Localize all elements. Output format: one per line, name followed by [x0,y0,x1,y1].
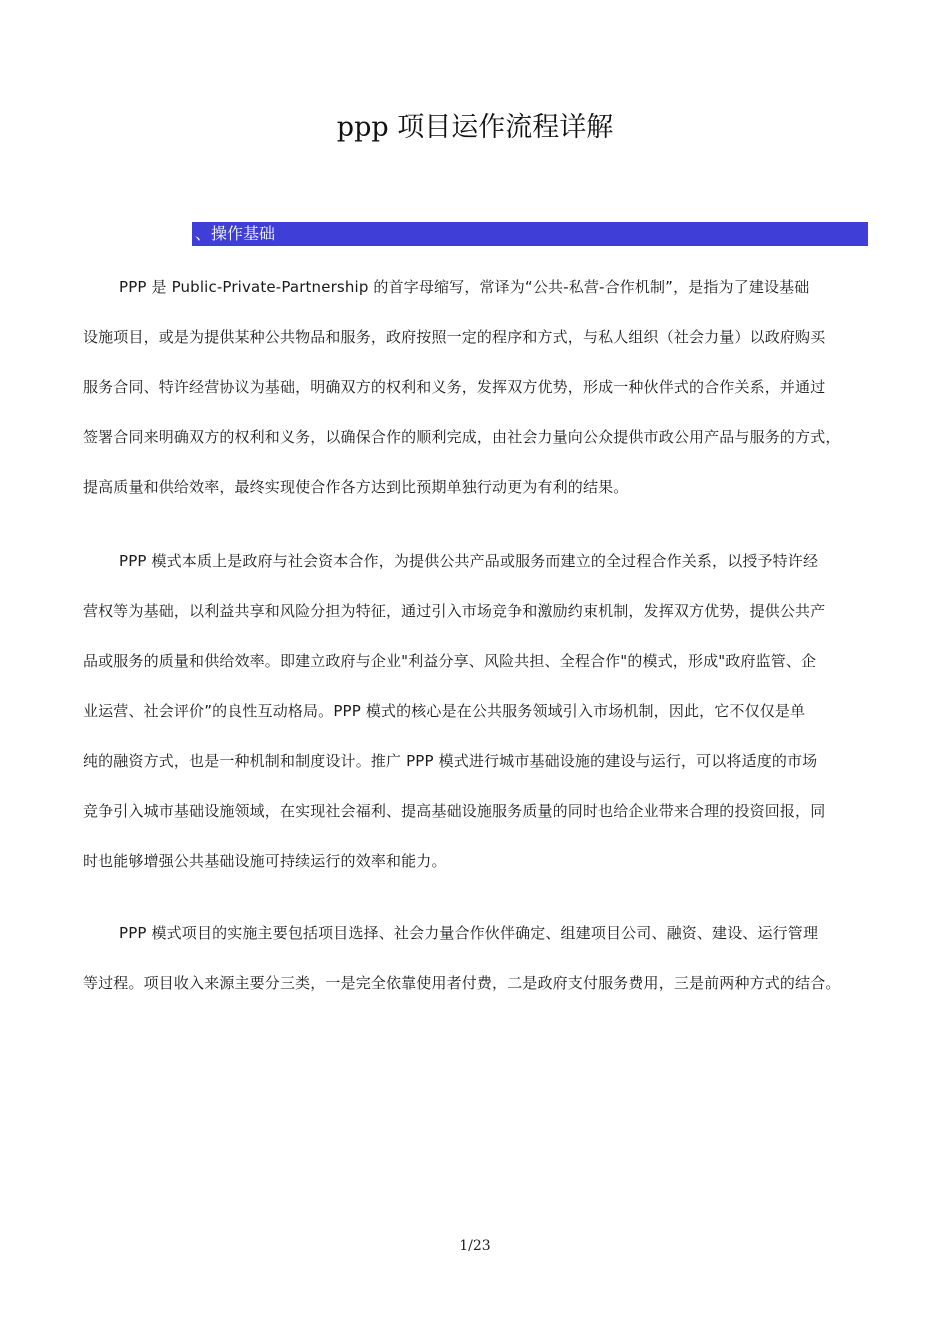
text-line: 签署合同来明确双方的权利和义务，以确保合作的顺利完成，由社会力量向公众提供市政公用产品与服务的方式， [83,428,841,446]
text-line: 纯的融资方式，也是一种机制和制度设计。推广 PPP 模式进行城市基础设施的建设与运行，可以将适度的市场 [83,752,818,770]
page-title: ppp 项目运作流程详解 [336,112,614,143]
text-line: 竞争引入城市基础设施领域，在实现社会福利、提高基础设施服务质量的同时也给企业带来合理的投资回报，同 [83,802,826,820]
text-line: 时也能够增强公共基础设施可持续运行的效率和能力。 [83,852,447,870]
text-line: 提高质量和供给效率，最终实现使合作各方达到比预期单独行动更为有利的结果。 [83,478,629,496]
text-line: PPP 模式本质上是政府与社会资本合作，为提供公共产品或服务而建立的全过程合作关系，以授予特许经 [119,552,819,570]
text-line: PPP 是 Public-Private-Partnership 的首字母缩写，常译为“公共-私营-合作机制”，是指为了建设基础 [119,278,810,296]
text-line: 营权等为基础，以利益共享和风险分担为特征，通过引入市场竞争和激励约束机制，发挥双方优势，提供公共产 [83,602,826,620]
text-line: 服务合同、特许经营协议为基础，明确双方的权利和义务，发挥双方优势，形成一种伙伴式的合作关系，并通过 [83,378,826,396]
text-line: 设施项目，或是为提供某种公共物品和服务，政府按照一定的程序和方式，与私人组织（社会力量）以政府购买 [83,328,826,346]
text-line: 等过程。项目收入来源主要分三类，一是完全依靠使用者付费，二是政府支付服务费用，三是前两种方式的结合。 [83,974,841,992]
text-line: PPP 模式项目的实施主要包括项目选择、社会力量合作伙伴确定、组建项目公司、融资、建设、运行管理 [119,924,819,942]
section-heading: 、操作基础 [192,222,868,246]
text-line: 品或服务的质量和供给效率。即建立政府与企业"利益分享、风险共担、全程合作"的模式，形成"政府监管、企 [83,652,817,670]
text-line: 业运营、社会评价”的良性互动格局。PPP 模式的核心是在公共服务领域引入市场机制，因此，它不仅仅是单 [83,702,806,720]
page-number: 1/23 [459,1238,491,1254]
